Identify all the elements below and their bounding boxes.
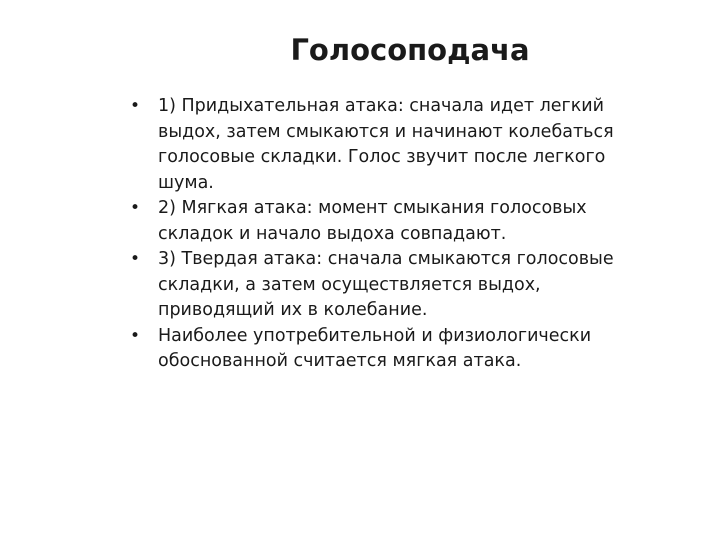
bullet-2-line-2: складок и начало выдоха совпадают. xyxy=(158,223,507,244)
bullet-3-line-1: 3) Твердая атака: сначала смыкаются голосовые xyxy=(158,249,614,269)
bullet-dot-icon: • xyxy=(129,249,141,269)
bullet-dot-icon: • xyxy=(129,96,141,116)
slide-title: Голосоподача xyxy=(290,33,530,67)
bullet-2-line-1: 2) Мягкая атака: момент смыкания голосовых xyxy=(158,198,587,218)
bullet-item-1 xyxy=(128,94,668,196)
bullet-4-line-2: обоснованной считается мягкая атака. xyxy=(158,351,522,371)
bullet-dot-icon: • xyxy=(129,198,141,218)
bullet-3-line-3: приводящий их в колебание. xyxy=(158,300,428,320)
bullet-1-line-1: 1) Придыхательная атака: сначала идет легкий xyxy=(158,96,605,116)
bullet-3-line-2: складки, а затем осуществляется выдох, xyxy=(158,274,541,295)
bullet-item-4 xyxy=(128,324,668,375)
bullet-list xyxy=(128,94,668,375)
bullet-1-line-4: шума. xyxy=(158,172,214,193)
bullet-4-line-1: Наиболее употребительной и физиологически xyxy=(158,325,592,346)
bullet-1-line-3: голосовые складки. Голос звучит после легкого xyxy=(158,147,606,167)
bullet-item-2 xyxy=(128,196,668,247)
bullet-dot-icon: • xyxy=(129,325,141,346)
bullet-item-3 xyxy=(128,247,668,324)
bullet-1-line-2: выдох, затем смыкаются и начинают колебаться xyxy=(158,121,614,142)
